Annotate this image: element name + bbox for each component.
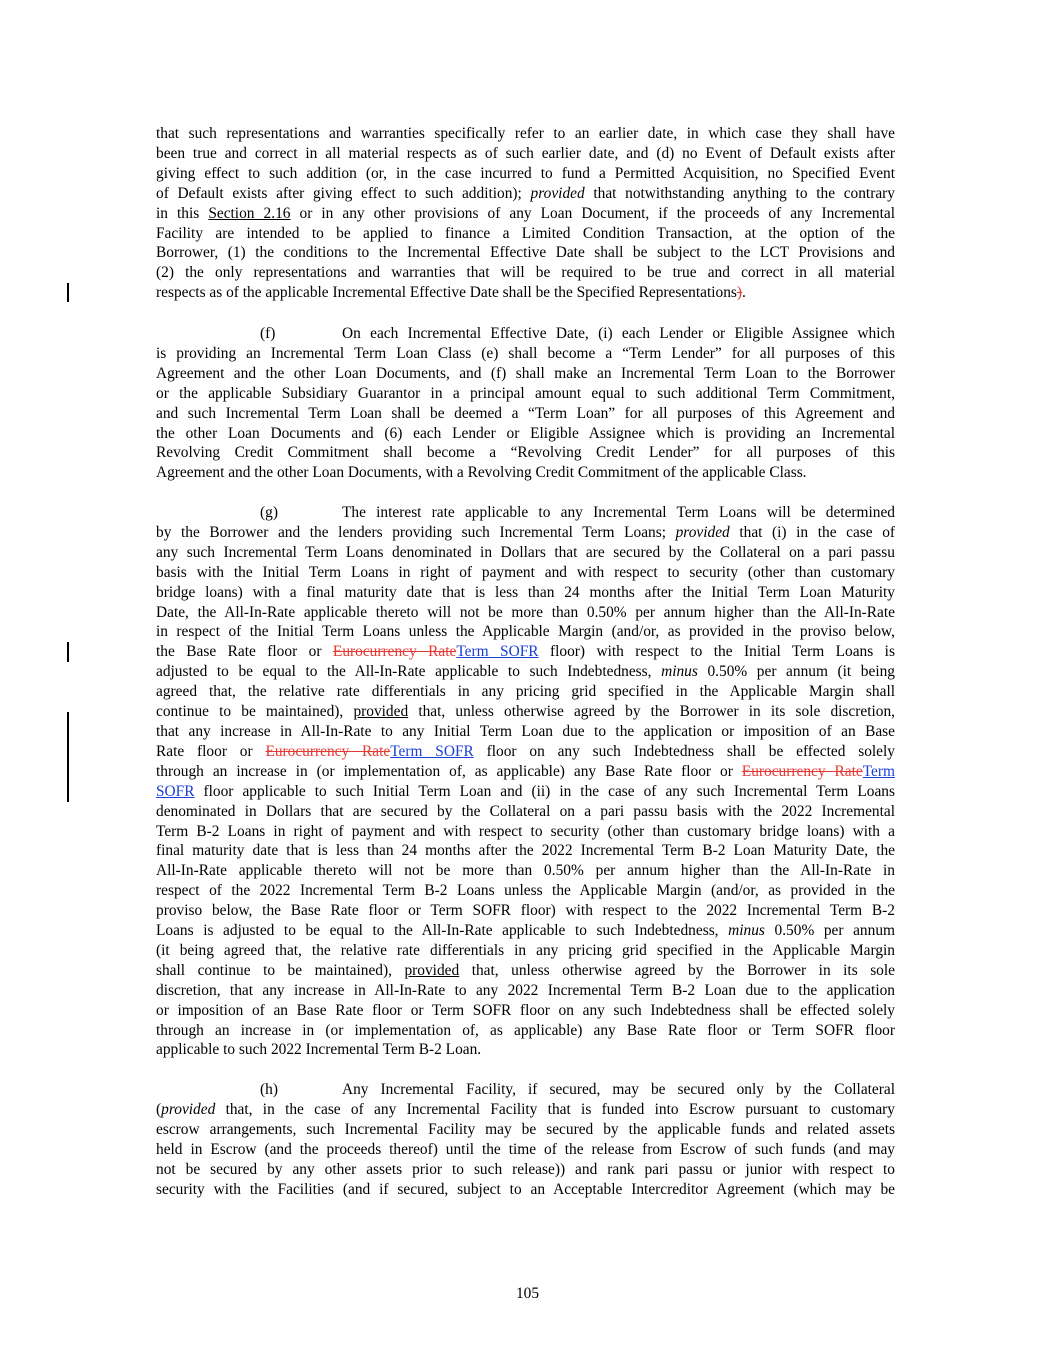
paragraph-g: (g) The interest rate applicable to any Incremental Term Loans will be determined by the Borrower and the lenders providing such Incremental Term Loans; provided that (i) in the case of any such Incremental Term Loans denominated in Dollars that are secured by the Collateral on a pari passu basis with the Initial Term Loans in right of payment and with respect to security (other than customary bridge loans) with a final maturity date that is less than 24 months after the Initial Term Loan Maturity Date, the All-In-Rate applicable thereto will not be more than 0.50% per annum higher than the All-In-Rate in respect of the Initial Term Loans unless the Applicable Margin (and/or, as provided in the proviso below, the Base Rate floor or Eurocurrency RateTerm SOFR floor) with respect to the Initial Term Loans is adjusted to be equal to the All-In-Rate applicable to such Indebtedness, minus 0.50% per annum (it being agreed that, the relative rate differentials in any pricing grid specified in the Applicable Margin shall continue to be maintained), provided that, unless otherwise agreed by the Borrower in its sole discretion, that any increase in All-In-Rate to any Initial Term Loan due to the application or imposition of an Base Rate floor or Eurocurrency RateTerm SOFR floor on any such Indebtedness shall be effected solely through an increase in (or implementation of, as applicable) any Base Rate floor or Eurocurrency RateTerm SOFR floor applicable to such Initial Term Loan and (ii) in the case of any such Incremental Term Loans denominated in Dollars that are secured by the Collateral on a pari passu basis with the 2022 Incremental Term B-2 Loans in right of payment and with respect to security (other than customary bridge loans) with a final maturity date that is less than 24 months after the 2022 Incremental Term B-2 Loan Maturity Date, the All-In-Rate applicable thereto will not be more than 0.50% per annum higher than the All-In-Rate in respect of the 2022 Incremental Term B-2 Loans unless the Applicable Margin (and/or, as provided in the proviso below, the Base Rate floor or Term SOFR floor) with respect to the 2022 Incremental Term B-2 Loans is adjusted to be equal to the All-In-Rate applicable to such Indebtedness, minus 0.50% per annum (it being agreed that, the relative rate differentials in any pricing grid specified in the Applicable Margin shall continue to be maintained), provided that, unless otherwise agreed by the Borrower in its sole discretion, that any increase in All-In-Rate to any 2022 Incremental Term B-2 Loan due to the application or imposition of an Base Rate floor or Term SOFR floor on any such Indebtedness shall be effected solely through an increase in (or implementation of, as applicable) any Base Rate floor or Term SOFR floor applicable to such 2022 Incremental Term B-2 Loan. [156,504,896,1059]
change-bar [67,642,69,662]
deleted-text: Eurocurrency Rate [741,762,863,780]
change-bar [67,712,69,802]
inserted-text: SOFR [156,782,195,800]
paragraph-label: (h) [260,1081,278,1098]
inserted-text: Term [862,762,895,780]
paragraph-h: (h) Any Incremental Facility, if secured, may be secured only by the Collateral (provided that, in the case of any Incremental Facility that is funded into Escrow pursuant to customary escrow arrangements, such Incremental Facility may be secured by the applicable funds and related assets held in Escrow (and the proceeds thereof) until the time of the release from Escrow of such funds (and may not be secured by any other assets prior to such release)) and rank pari passu or junior with respect to security with the Facilities (and if secured, subject to an Acceptable Intercreditor Agreement (which may be [156,1081,895,1198]
paragraph-label: (f) [260,325,276,342]
deleted-text: Eurocurrency Rate [265,742,391,760]
paragraph-label: (g) [260,504,278,521]
deleted-text: Eurocurrency Rate [332,643,457,661]
inserted-text: Term SOFR [390,742,474,760]
deleted-text: ) [736,284,743,302]
paragraph-continued: that such representations and warranties specifically refer to an earlier date, in which case they shall have been true and correct in all material respects as of such earlier date, and (d) no Event of Default exists after giving effect to such addition (or, in the case incurred to fund a Permitted Acquisition, no Specified Event of Default exists after giving effect to such addition); provided that notwithstanding anything to the contrary in this Section 2.16 or in any other provisions of any Loan Document, if the proceeds of any Incremental Facility are intended to be applied to finance a Limited Condition Transaction, at the option of the Borrower, (1) the conditions to the Incremental Effective Date shall be subject to the LCT Provisions and (2) the only representations and warranties that will be required to be true and correct in all material respects as of the applicable Incremental Effective Date shall be the Specified Representations). [156,125,895,302]
change-bar [67,283,69,302]
inserted-text: Term SOFR [456,643,539,661]
page-number: 105 [515,1285,540,1302]
paragraph-f: (f) On each Incremental Effective Date, (i) each Lender or Eligible Assignee which is providing an Incremental Term Loan Class (e) shall become a “Term Lender” for all purposes of this Agreement and the other Loan Documents, and (f) shall make an Incremental Term Loan to the Borrower or the applicable Subsidiary Guarantor in a principal amount equal to such additional Term Commitment, and such Incremental Term Loan shall be deemed a “Term Loan” for all purposes of this Agreement and the other Loan Documents and (6) each Lender or Eligible Assignee which is providing an Incremental Revolving Credit Commitment shall become a “Revolving Credit Lender” for all purposes of this Agreement and the other Loan Documents, with a Revolving Credit Commitment of the applicable Class. [156,325,895,482]
section-reference: Section 2.16 [208,204,291,222]
